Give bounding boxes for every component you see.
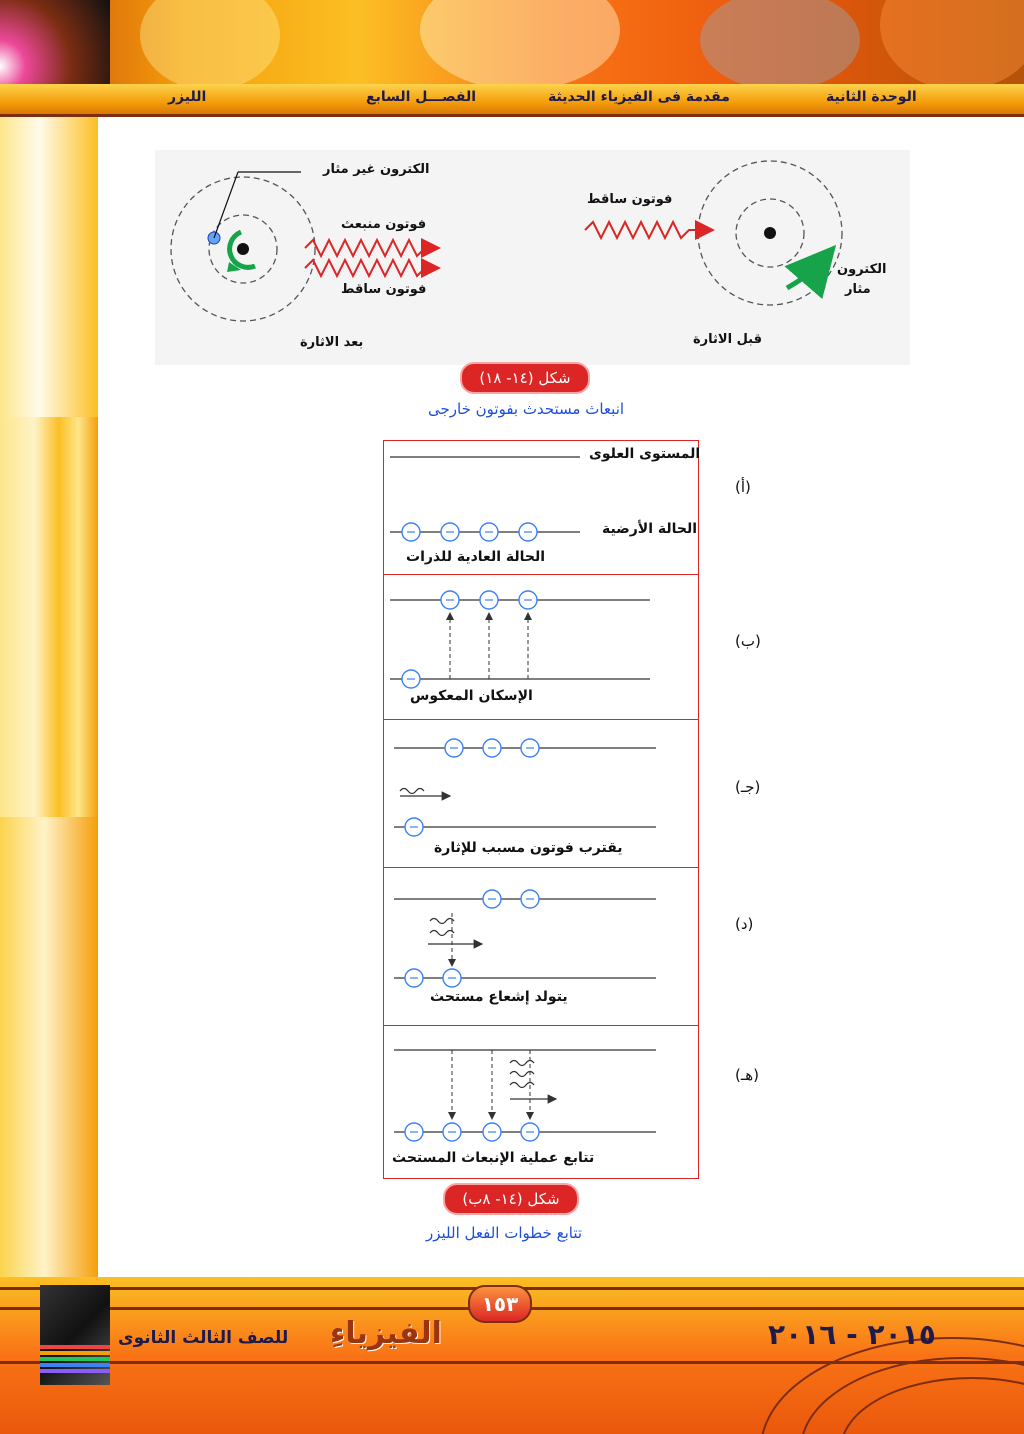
upper-level-label: المستوى العلوى	[589, 446, 701, 462]
atom-before-excitation	[585, 161, 842, 305]
step-e-label: تتابع عملية الإنبعاث المستحث	[392, 1150, 595, 1166]
atom-after-excitation	[171, 172, 437, 321]
label-after-excitation: بعد الاثارة	[300, 335, 364, 350]
laser-steps-diagram	[383, 440, 699, 1179]
step-d	[384, 867, 698, 1026]
figure-badge-steps: شكل (١٤- ٨ب)	[443, 1183, 579, 1215]
figure-caption-steps: تتابع خطوات الفعل الليزر	[426, 1224, 583, 1242]
step-a	[384, 441, 701, 575]
header-topic: مقدمة فى الفيزياء الحديثة	[548, 89, 730, 105]
step-e	[384, 1025, 698, 1178]
footer-year: ٢٠١٥ - ٢٠١٦	[768, 1318, 936, 1351]
label-incident-photon-after: فوتون ساقط	[341, 282, 427, 297]
figure-caption-top: انبعاث مستحدث بفوتون خارجى	[428, 400, 625, 418]
step-letter-c: (جـ)	[735, 778, 761, 796]
step-a-label: الحالة العادية للذرات	[406, 549, 546, 565]
label-excited-electron-1: الكترون	[837, 262, 887, 277]
prism-logo	[40, 1285, 110, 1385]
top-banner	[0, 0, 1024, 84]
atom-diagram-svg	[155, 150, 910, 365]
label-excited-electron-2: مثار	[845, 282, 871, 297]
left-decorative-strip	[0, 117, 98, 1277]
step-letter-e: (هـ)	[735, 1066, 760, 1084]
step-c-label: يقترب فوتون مسبب للإثارة	[434, 840, 623, 856]
step-b	[384, 574, 698, 720]
step-letter-d: (د)	[735, 915, 754, 933]
label-emitted-photon: فوتون منبعث	[341, 217, 427, 232]
step-b-label: الإسكان المعكوس	[410, 688, 533, 704]
page-number: ١٥٣	[468, 1285, 532, 1323]
label-incident-photon-before: فوتون ساقط	[587, 192, 673, 207]
step-d-label: يتولد إشعاع مستحث	[430, 989, 568, 1005]
figure-badge-top: شكل (١٤- ١٨)	[460, 362, 590, 394]
footer-subject: الفيزياءِ	[330, 1316, 442, 1351]
header-chapter: الفصـــل السابع	[366, 89, 477, 105]
atom-excitation-diagram	[155, 150, 910, 365]
label-unexcited-electron: الكترون غير مثار	[323, 162, 430, 177]
step-c	[384, 719, 698, 868]
step-letter-a: (أ)	[735, 478, 751, 496]
ground-state-label: الحالة الأرضية	[602, 521, 698, 537]
footer-grade: للصف الثالث الثانوى	[118, 1328, 289, 1348]
header-lesson: الليزر	[168, 89, 207, 105]
step-letter-b: (ب)	[735, 632, 761, 650]
label-before-excitation: قبل الاثارة	[693, 332, 763, 347]
header-unit: الوحدة الثانية	[826, 89, 917, 105]
header-bar	[0, 84, 1024, 117]
